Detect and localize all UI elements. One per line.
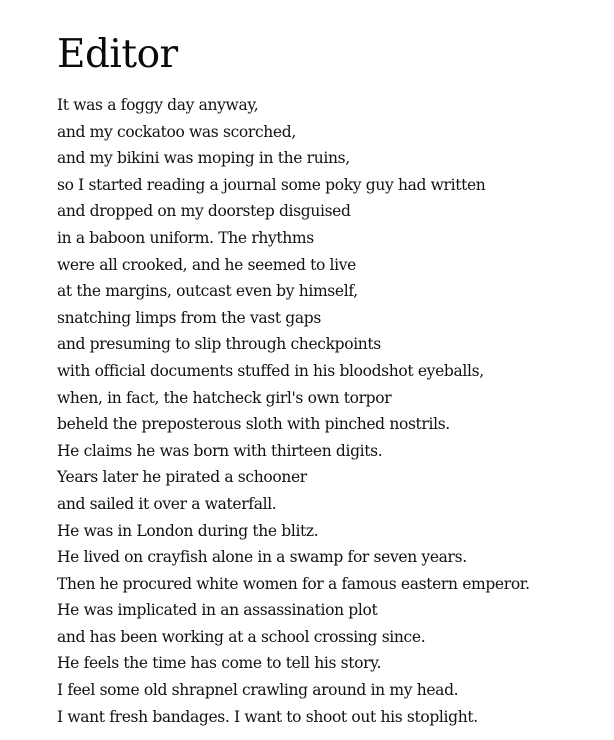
poem-line: Years later he pirated a schooner [57, 468, 307, 487]
poem-line: so I started reading a journal some poky guy had written [57, 175, 486, 194]
poem-title: Editor [57, 32, 178, 77]
poem-line: He was implicated in an assassination plot [57, 601, 378, 620]
poem-line: I feel some old shrapnel crawling around in my head. [57, 681, 459, 700]
poem-line: were all crooked, and he seemed to live [57, 255, 356, 274]
poem-line: It was a foggy day anyway, [57, 96, 259, 114]
poem-line: at the margins, outcast even by himself, [57, 282, 358, 301]
poem-line: He lived on crayfish alone in a swamp for seven years. [57, 548, 467, 567]
poem-page [57, 30, 607, 730]
poem-body [57, 92, 607, 730]
poem-line: beheld the preposterous sloth with pinched nostrils. [57, 415, 450, 434]
poem-line: and my bikini was moping in the ruins, [57, 149, 350, 168]
poem-line: with official documents stuffed in his bloodshot eyeballs, [57, 361, 484, 380]
poem-line: when, in fact, the hatcheck girl's own torpor [57, 388, 392, 407]
poem-line: and sailed it over a waterfall. [57, 494, 277, 513]
poem-line: He claims he was born with thirteen digits. [57, 441, 383, 460]
poem-line: and has been working at a school crossing since. [57, 627, 426, 646]
poem-line: and my cockatoo was scorched, [57, 122, 296, 141]
poem-line: in a baboon uniform. The rhythms [57, 228, 314, 247]
poem-line: and dropped on my doorstep disguised [57, 202, 351, 221]
poem-line: snatching limps from the vast gaps [57, 308, 321, 327]
poem-line: Then he procured white women for a famous eastern emperor. [57, 574, 530, 593]
poem-line: I want fresh bandages. I want to shoot out his stoplight. [57, 707, 478, 726]
poem-line: He was in London during the blitz. [57, 521, 319, 540]
poem-line: and presuming to slip through checkpoints [57, 335, 381, 354]
poem-line: He feels the time has come to tell his story. [57, 654, 382, 673]
